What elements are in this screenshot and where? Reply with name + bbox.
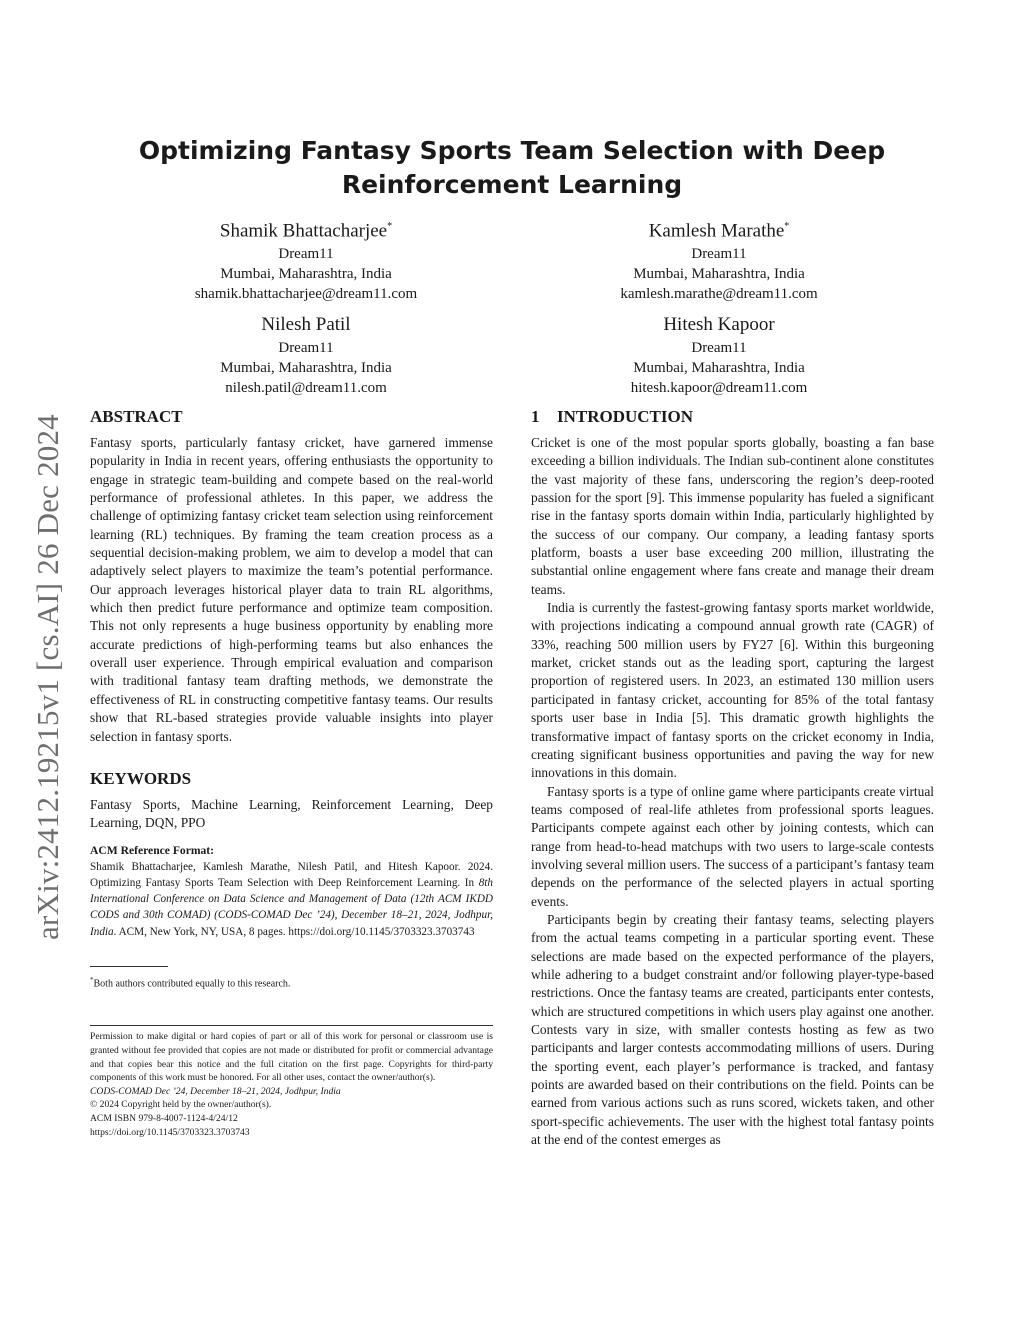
conference-line: CODS-COMAD Dec ’24, December 18–21, 2024, Jodhpur, India bbox=[90, 1085, 341, 1097]
acm-reference-part1: Shamik Bhattacharjee, Kamlesh Marathe, Nilesh Patil, and Hitesh Kapoor. 2024. Optimizing Fantasy Sports Team Selection with Deep Reinforcement Learning. In bbox=[90, 860, 493, 889]
author-name: Kamlesh Marathe bbox=[648, 220, 785, 242]
doi-link[interactable]: https://doi.org/10.1145/3703323.3703743 bbox=[90, 1126, 250, 1138]
intro-paragraph: Fantasy sports is a type of online game where participants create virtual teams composed of real-life athletes from professional sports leagues. Participants compete against each other by joining contests, which can range from head-to-head matchups with two users to large-scale contests involving several million users. The success of a participant’s fantasy team depends on the performance of the selected players in actual sporting events. bbox=[531, 783, 934, 909]
author-mark: * bbox=[784, 221, 790, 232]
acm-reference-heading: ACM Reference Format: bbox=[90, 843, 215, 857]
author-name: Shamik Bhattacharjee bbox=[219, 220, 388, 242]
keywords-heading: KEYWORDS bbox=[90, 768, 192, 788]
author-location: Mumbai, Maharashtra, India bbox=[220, 360, 392, 376]
footnote-text: Both authors contributed equally to this research. bbox=[93, 978, 291, 990]
acm-reference-text bbox=[90, 859, 493, 940]
author-name: Hitesh Kapoor bbox=[663, 314, 775, 335]
paper-title: Optimizing Fantasy Sports Team Selection with Deep Reinforcement Learning bbox=[138, 136, 886, 199]
author-affiliation: Dream11 bbox=[691, 246, 747, 263]
intro-paragraph: India is currently the fastest-growing fantasy sports market worldwide, with projections indicating a compound annual growth rate (CAGR) of 33%, reaching 500 million users by FY27 [6]. Within this burgeoning market, cricket stands out as the leading sport, capturing the largest proportion of registered users. In 2023, an estimated 130 million users participated in fantasy cricket, accounting for 85% of the total fantasy sports user base in India [5]. This dramatic growth highlights the transformative impact of fantasy sports on the cricket economy in India, creating significant business opportunities and paving the way for new innovations in this domain. bbox=[531, 600, 934, 781]
acm-reference-part2: . ACM, New York, NY, USA, 8 pages. https://doi.org/10.1145/3703323.3703743 bbox=[113, 925, 475, 938]
author-location: Mumbai, Maharashtra, India bbox=[633, 266, 805, 283]
author-block bbox=[150, 214, 462, 304]
introduction-heading bbox=[531, 406, 934, 428]
section-number: 1 bbox=[531, 407, 540, 426]
arxiv-identifier: arXiv:2412.19215v1 [cs.AI] 26 Dec 2024 bbox=[30, 414, 65, 940]
author-mark: * bbox=[387, 221, 393, 232]
footnote-divider bbox=[90, 966, 168, 967]
permission-divider bbox=[90, 1025, 493, 1026]
isbn-line: ACM ISBN 979-8-4007-1124-4/24/12 bbox=[90, 1112, 238, 1124]
abstract-text: Fantasy sports, particularly fantasy cricket, have garnered immense popularity in India in recent years, offering enthusiasts the opportunity to engage in strategic team-building and compete based on the real-world performance of professional athletes. In this paper, we address the challenge of optimizing fantasy cricket team selection using reinforcement learning (RL) techniques. By framing the team creation process as a sequential decision-making problem, we aim to develop a model that can adaptively select players to maximize the team’s potential performance. Our approach leverages historical player data to train RL algorithms, which then predict future performance and optimize team composition. This not only represents a huge business opportunity by enabling more accurate predictions of high-performing teams but also enhances the overall user experience. Through empirical evaluation and comparison with traditional fantasy team drafting methods, we demonstrate the effectiveness of RL in constructing competitive fantasy teams. Our results show that RL-based strategies provide valuable insights into player selection in fantasy sports. bbox=[90, 435, 493, 744]
author-block bbox=[560, 312, 878, 398]
copyright-line: © 2024 Copyright held by the owner/author(s). bbox=[90, 1099, 272, 1111]
footnote bbox=[90, 973, 493, 991]
author-location: Mumbai, Maharashtra, India bbox=[633, 360, 805, 376]
intro-paragraph: Cricket is one of the most popular sports globally, boasting a fan base exceeding a billion individuals. The Indian sub-continent alone constitutes the vast majority of these fans, underscoring the region’s deep-rooted passion for the sport [9]. This immense popularity has fueled a significant rise in the fantasy sports domain within India, particularly highlighted by the success of our company. Our company, a leading fantasy sports platform, boasts a user base exceeding 200 million, illustrating the substantial online engagement where fans create and manage their dream teams. bbox=[531, 435, 934, 597]
author-affiliation: Dream11 bbox=[278, 340, 334, 356]
acm-reference-venue: 8th International Conference on Data Science and Management of Data (12th ACM IKDD CODS and 30th COMAD) (CODS-COMAD Dec ’24), December 18–21, 2024, Jodhpur, India bbox=[90, 876, 493, 938]
section-title: INTRODUCTION bbox=[557, 407, 694, 426]
right-column bbox=[531, 406, 934, 1149]
author-name: Nilesh Patil bbox=[261, 314, 351, 335]
footnote-mark: * bbox=[90, 976, 94, 985]
author-email: nilesh.patil@dream11.com bbox=[225, 380, 387, 396]
author-email: kamlesh.marathe@dream11.com bbox=[620, 286, 818, 303]
author-block bbox=[150, 312, 462, 398]
author-affiliation: Dream11 bbox=[278, 246, 334, 263]
keywords-text: Fantasy Sports, Machine Learning, Reinforcement Learning, Deep Learning, DQN, PPO bbox=[90, 796, 493, 831]
author-location: Mumbai, Maharashtra, India bbox=[220, 266, 392, 283]
author-email: shamik.bhattacharjee@dream11.com bbox=[194, 286, 418, 303]
author-block bbox=[560, 214, 878, 304]
permission-text: Permission to make digital or hard copies of part or all of this work for personal or classroom use is granted without fee provided that copies are not made or distributed for profit or commercial advantage and that copies bear this notice and the full citation on the first page. Copyrights for third-party components of this work must be honored. For all other uses, contact the owner/author(s). bbox=[90, 1031, 493, 1084]
author-affiliation: Dream11 bbox=[691, 340, 747, 356]
intro-paragraph: Participants begin by creating their fantasy teams, selecting players from the actual teams competing in a particular sporting event. These selections are made based on the expected performance of the players, while adhering to a budget constraint and/or following player-type-based restrictions. Once the fantasy teams are created, participants enter contests, which are structured competitions in which users play against one another. Contests vary in size, with smaller contests hosting as few as two participants and larger contests accommodating millions of users. During the sporting event, each player’s performance is tracked, and fantasy points are awarded based on their contributions on the field. Points can be earned from various actions such as runs scored, wickets taken, and other sport-specific achievements. The user with the highest total fantasy points at the end of the contest emerges as bbox=[531, 911, 934, 1148]
author-email: hitesh.kapoor@dream11.com bbox=[630, 380, 808, 396]
left-column bbox=[90, 406, 493, 1139]
abstract-heading: ABSTRACT bbox=[90, 407, 183, 426]
